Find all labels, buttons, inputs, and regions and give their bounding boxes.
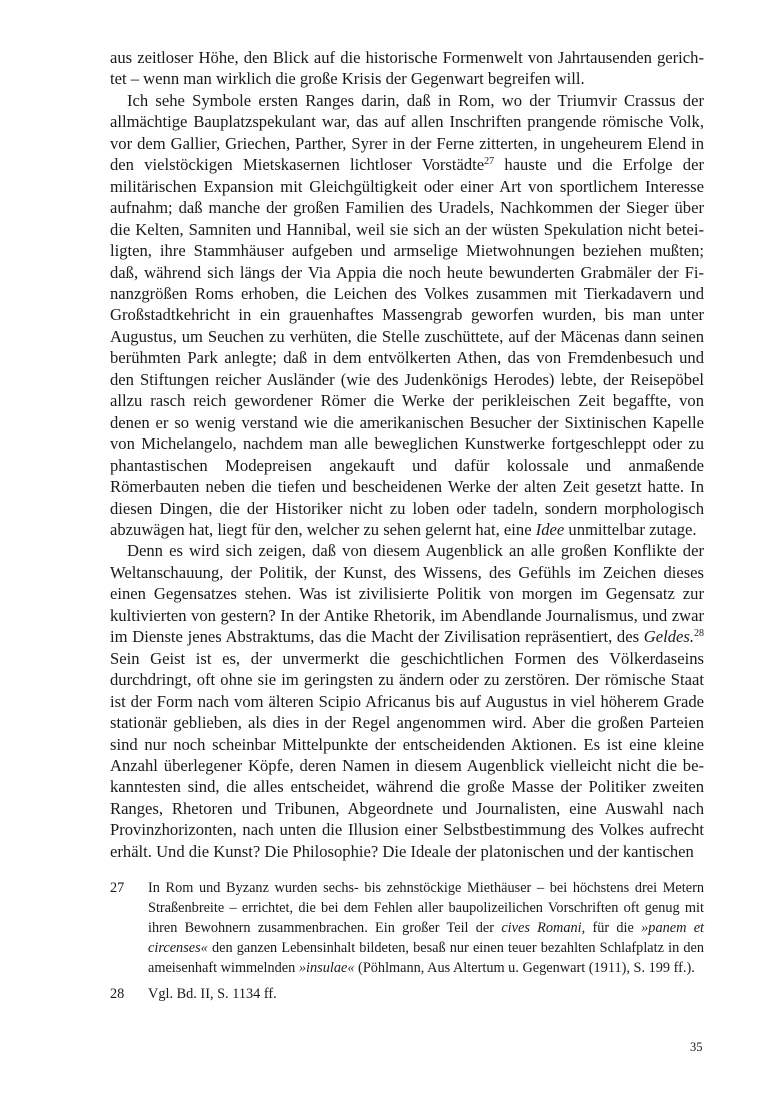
text-run: Denn es wird sich zeigen, daß von diesem Augenblick an alle großen Konflikte der Weltanschauung, der Politik, der Kunst, des Wissens, des Gefühls im Zeichen dieses einen Gegensatzes stehen. Was ist zivilisierte Politik von morgen im Gegensatz zur kultivierten von gestern? In der Antike Rhetorik, im Abendlande Journalismus, und zwar im Dienste jenes Abstraktums, das die Macht der Zivilisation repräsentiert, des (110, 541, 704, 647)
italic-text: Idee (535, 519, 565, 539)
italic-text: Geldes. (643, 627, 694, 647)
italic-text: »panem et circenses« (148, 920, 705, 956)
body-text (110, 47, 704, 862)
footnote-text (148, 984, 704, 1004)
footnote-number: 27 (110, 880, 125, 896)
paragraph (110, 90, 704, 541)
paragraph (110, 540, 704, 862)
text-run: den ganzen Lebensinhalt bildeten, besaß nur einen teuer bezahlten Schlafplatz in den ameisenhaft wimmelnden (148, 940, 704, 976)
italic-text: »insulae« (298, 960, 355, 976)
text-run: In Rom und Byzanz wurden sechs- bis zehnstöckige Miethäuser – bei höchstens drei Metern Straßenbreite – errichtet, die bei dem Fehlen aller baupolizeilichen Vorschriften oft genug mit ihren Bewohnern zusammenbrachen. Ein großer Teil der (148, 880, 704, 936)
text-run: für die (585, 920, 642, 936)
text-run: hauste und die Erfolge der militärischen Expansion mit Gleichgültigkeit oder einer Art von sportlichem Interesse aufnahm; daß manche der großen Familien des Uradels, Nachkommen der Sieger über die Kelten, Samniten und Hannibal, weil sie sich an der wüsten Spekulation nicht beteiligten, ihre Stammhäuser aufgeben und armselige Mietwohnungen beziehen mußten; daß, während sich längs der Via Appia die noch heute bewunderten Grabmäler der Finanzgrößen Roms erhoben, die Leichen des Volkes zusammen mit Tierkadavern und Großstadtkehricht in ein grauenhaftes Massengrab geworfen wurden, bis man unter Augustus, um Seuchen zu verhüten, die Stelle zuschüttete, auf der Mäcenas dann seinen berühmten Park anlegte; daß in dem entvölkerten Athen, das von Fremdenbesuch und den Stiftungen reicher Ausländer (wie des Judenkönigs Herodes) lebte, der Reisepöbel allzu rasch reich gewordener Römer die Werke der perikleischen Zeit begaffte, von denen er so wenig verstand wie die amerikanischen Besucher der Sixtinischen Kapelle von Michelangelo, nachdem man alle beweglichen Kunstwerke fortgeschleppt oder zu phantastischen Modepreisen angekauft und dafür kolossale und anmaßende Römerbauten neben die tiefen und bescheidenen Werke der alten Zeit gesetzt hatte. In diesen Dingen, die der Historiker nicht zu loben oder tadeln, sondern morphologisch abzuwägen hat, liegt für den, welcher zu sehen gelernt hat, eine (110, 155, 704, 539)
footnote-reference[interactable]: 28 (694, 628, 704, 640)
footnotes (110, 878, 704, 1010)
footnote-reference[interactable]: 27 (484, 156, 495, 168)
footnote-number: 28 (110, 986, 125, 1002)
text-run: aus zeitloser Höhe, den Blick auf die historische Formenwelt von Jahrtausenden gerichtet – wenn man wirklich die große Krisis der Gegenwart begreifen will. (110, 48, 704, 89)
text-run: Vgl. Bd. II, S. 1134 ff. (148, 986, 277, 1002)
text-run: Sein Geist ist es, der unvermerkt die geschichtlichen Formen des Völkerdaseins durchdringt, oft ohne sie im geringsten zu ändern oder zu zerstören. Der römische Staat ist der Form nach vom älteren Scipio Africanus bis auf Augustus in viel höherem Grade stationär geblieben, als dies in der Regel angenommen wird. Aber die großen Parteien sind nur noch scheinbar Mittelpunkte der entscheidenden Aktionen. Es ist eine kleine Anzahl überlegener Köpfe, deren Namen in diesem Augenblick vielleicht nicht die bekanntesten sind, die alles entscheidet, während die große Masse der Politiker zweiten Ranges, Rhetoren und Tribunen, Abgeordnete und Journalisten, eine Auswahl nach Provinzhorizonten, nach unten die Illusion einer Selbstbestimmung des Volkes aufrecht erhält. Und die Kunst? Die Philosophie? Die Ideale der platonischen und der kantischen (110, 648, 704, 861)
paragraph (110, 47, 704, 90)
text-run: (Pöhlmann, Aus Altertum u. Gegenwart (1911), S. 199 ff.). (354, 960, 695, 976)
text-run: Ich sehe Symbole ersten Ranges darin, daß in Rom, wo der Triumvir Crassus der allmächtige Bauplatzspekulant war, das auf allen Inschriften prangende römische Volk, vor dem Gallier, Griechen, Parther, Syrer in der Ferne zitterten, in ungeheurem Elend in den vielstöckigen Mietskasernen lichtloser Vorstädte (110, 90, 704, 175)
text-run: unmittelbar zutage. (564, 519, 697, 539)
footnote (110, 878, 704, 978)
footnote-text (148, 878, 704, 978)
page-number: 35 (690, 1040, 703, 1054)
footnote (110, 984, 704, 1004)
italic-text: cives Romani, (501, 920, 586, 936)
